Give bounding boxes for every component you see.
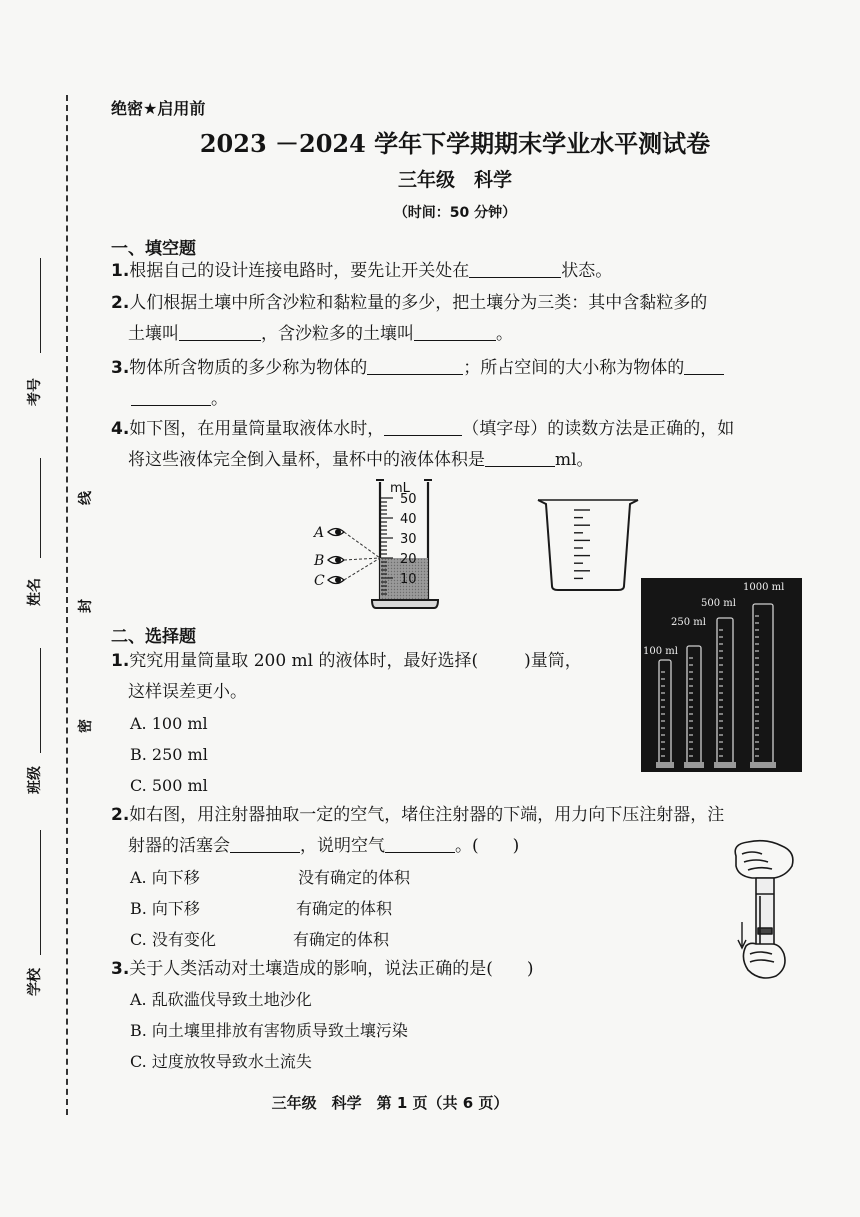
answer-blank[interactable] <box>385 834 455 853</box>
answer-blank[interactable] <box>367 356 463 375</box>
question-number: 2. <box>111 293 130 313</box>
option-b[interactable]: B. 250 ml <box>130 745 208 764</box>
cylinder-tick-label: 30 <box>400 532 417 547</box>
field-line <box>40 458 41 558</box>
answer-blank[interactable] <box>469 259 561 278</box>
s1-question-4: 4.如下图，在用量筒量取液体水时， （填字母）的读数方法是正确的，如 将这些液体完全倒入量杯，量杯中的液体体积是 ml。 <box>111 419 735 470</box>
question-number: 3. <box>111 358 130 378</box>
photo-label: 1000 ml <box>743 582 785 593</box>
exam-time: （时间：50 分钟） <box>393 205 517 221</box>
question-number: 2. <box>111 805 130 825</box>
answer-blank[interactable] <box>684 356 724 375</box>
cylinder-tick-label: 40 <box>400 512 417 527</box>
eye-icon <box>328 557 344 564</box>
binding-dashed-line <box>66 95 68 1115</box>
s2-q2-options <box>130 862 410 955</box>
binding-margin <box>0 0 100 1217</box>
question-number: 1. <box>111 261 130 281</box>
eye-label: C <box>314 573 325 589</box>
page-footer: 三年级 科学 第 1 页（共 6 页） <box>271 1094 509 1112</box>
s2-question-1: 1.究究用量筒量取 200 ml 的液体时，最好选择( )量筒， 这样误差更小。 <box>111 651 582 702</box>
option-c[interactable]: C. 没有变化 有确定的体积 <box>130 930 390 949</box>
option-c[interactable]: C. 500 ml <box>130 776 208 795</box>
exam-subtitle: 三年级 科学 <box>397 169 512 191</box>
cylinder-tick-label: 10 <box>400 572 417 587</box>
option-b[interactable]: B. 向土壤里排放有害物质导致土壤污染 <box>130 1021 408 1040</box>
secret-mark: 绝密★启用前 <box>111 99 206 118</box>
eye-icon <box>328 529 344 536</box>
question-number: 3. <box>111 959 130 979</box>
photo-label: 250 ml <box>671 617 706 628</box>
photo-label: 500 ml <box>701 598 736 609</box>
s1-question-3: 3.物体所含物质的多少称为物体的 ；所占空间的大小称为物体的 。 <box>111 353 724 415</box>
s2-question-2: 2.如右图，用注射器抽取一定的空气，堵住注射器的下端，用力向下压注射器，注 射器的活塞会 ，说明空气 。( ) <box>111 805 725 856</box>
cylinder-tick-label: 20 <box>400 552 417 567</box>
field-label-class: 班级 <box>27 766 43 794</box>
answer-blank[interactable] <box>230 834 300 853</box>
photo-label: 100 ml <box>643 646 678 657</box>
s1-question-1: 1.根据自己的设计连接电路时，要先让开关处在 状态。 <box>111 261 613 281</box>
cylinder-unit: mL <box>390 481 410 496</box>
s2-q3-options <box>130 984 408 1077</box>
question-number: 1. <box>111 651 130 671</box>
option-a[interactable]: A. 100 ml <box>130 714 208 733</box>
option-b[interactable]: B. 向下移 有确定的体积 <box>130 899 393 918</box>
measuring-cup-figure <box>534 494 644 594</box>
eye-label: B <box>314 553 325 569</box>
seal-char-seal: 封 <box>75 599 95 613</box>
field-line <box>40 648 41 753</box>
answer-blank[interactable] <box>131 387 211 406</box>
field-line <box>40 258 41 353</box>
syringe-hand-illustration <box>722 836 806 986</box>
answer-blank[interactable] <box>414 322 496 341</box>
cylinder-tick-label: 50 <box>400 492 417 507</box>
graduated-cylinder-figure <box>300 474 450 614</box>
option-a[interactable]: A. 向下移 没有确定的体积 <box>130 868 411 887</box>
seal-char-secret: 密 <box>75 719 95 733</box>
s2-q1-options <box>130 708 208 801</box>
eye-label: A <box>314 525 325 541</box>
section2-title: 二、选择题 <box>111 627 196 647</box>
eye-icon <box>328 577 344 584</box>
seal-char-line: 线 <box>75 491 95 505</box>
field-line <box>40 830 41 955</box>
cylinders-photo-svg <box>641 578 802 772</box>
section1-title: 一、填空题 <box>111 239 196 259</box>
question-number: 4. <box>111 419 130 439</box>
s2-question-3: 3.关于人类活动对土壤造成的影响，说法正确的是( ) <box>111 959 534 979</box>
exam-title: 2023 －2024 学年下学期期末学业水平测试卷 <box>199 129 711 158</box>
answer-blank[interactable] <box>179 322 261 341</box>
field-label-exam-number: 考号 <box>27 378 43 406</box>
s1-question-2: 2.人们根据土壤中所含沙粒和黏粒量的多少，把土壤分为三类：其中含黏粒多的 土壤叫 ，含沙粒多的土壤叫 。 <box>111 293 708 344</box>
cylinders-photo <box>641 578 802 772</box>
answer-blank[interactable] <box>485 448 555 467</box>
field-label-school: 学校 <box>27 968 43 996</box>
option-a[interactable]: A. 乱砍滥伐导致土地沙化 <box>130 990 312 1009</box>
answer-blank[interactable] <box>384 417 462 436</box>
field-label-name: 姓名 <box>27 578 43 606</box>
option-c[interactable]: C. 过度放牧导致水土流失 <box>130 1052 312 1071</box>
